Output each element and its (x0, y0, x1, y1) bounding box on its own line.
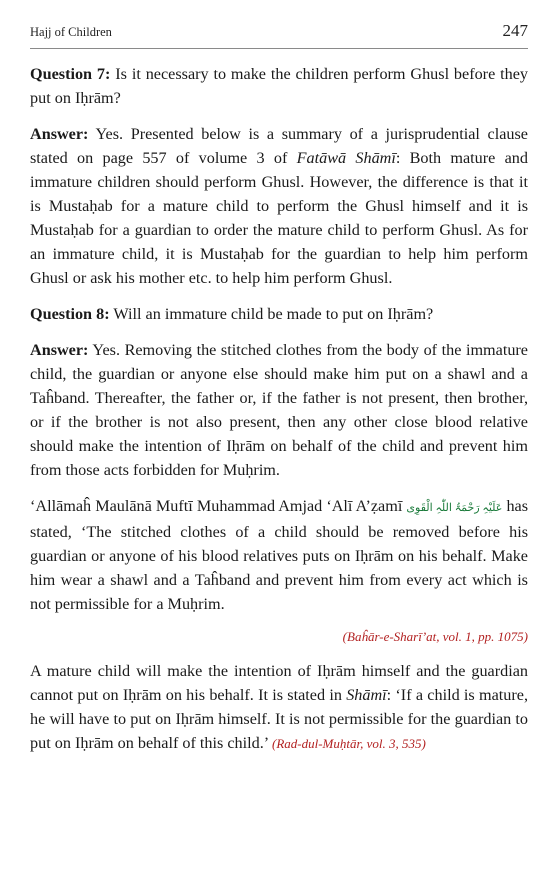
final-text-end: : ‘If a child is mature, he will have to put on Iḥrām himself. It is not permissible for the guardian to put on Iḥrām on behalf of this child.’ (30, 686, 528, 752)
quote-reference: (Baĥār-e-Sharī’at, vol. 1, pp. 1075) (342, 629, 528, 644)
page-body (30, 62, 528, 768)
final-text-start: A mature child will make the intention of Iḥrām himself and the guardian cannot put on Iḥrām on his behalf. It is stated in (30, 662, 528, 704)
question-8-text: Will an immature child be made to put on Iḥrām? (109, 305, 434, 323)
question-7 (30, 62, 528, 110)
answer-7-text-start: Yes. Presented below is a summary of a jurisprudential clause stated on page 557 of volume 3 of (30, 125, 528, 167)
scholar-quote (30, 494, 528, 616)
scholar-name: ‘Allāmaĥ Maulānā Muftī Muhammad Amjad ‘Alī A’ẓamī (30, 497, 403, 515)
question-8-label: Question 8: (30, 305, 110, 323)
final-reference: (Rad-dul-Muḥtār, vol. 3, 535) (272, 736, 426, 751)
scholar-quote-text: has stated, ‘The stitched clothes of a child should be removed before his guardian or anyone of his blood relatives puts on Iḥrām on his behalf. Make him wear a shawl and a Taĥband and prevent him from every act which is not permissible for a Muḥrim. (30, 497, 529, 613)
final-book-title: Shāmī (346, 686, 387, 704)
question-8 (30, 302, 528, 326)
quote-reference-line (30, 626, 528, 647)
answer-7-label: Answer: (30, 125, 89, 143)
answer-8 (30, 338, 528, 482)
answer-7-text-end: : Both mature and immature children should perform Ghusl. However, the difference is that it is Mustaḥab for a mature child to perform the Ghusl himself and it is Mustaḥab for a guardian to order the mature child to perform Ghusl. As for an immature child, it is Mustaḥab for the guardian to help him perform Ghusl or ask his mother etc. to help him perform Ghusl. (30, 149, 528, 287)
answer-8-text: Yes. Removing the stitched clothes from the body of the immature child, the guardian or anyone else should make him put on a shawl and a Taĥband. Thereafter, the father or, if the father is not present, then brother, or if the brother is not also present, then any other close blood relative should make the intention of Iḥrām on behalf of the child and prevent him from those acts forbidden for Muḥrim. (30, 341, 528, 479)
running-title: Hajj of Children (30, 25, 112, 39)
page-number: 247 (502, 21, 528, 40)
answer-7-book-title: Fatāwā Shāmī (296, 149, 396, 167)
page-header (30, 18, 528, 49)
question-7-text: Is it necessary to make the children perform Ghusl before they put on Iḥrām? (30, 65, 528, 107)
answer-8-label: Answer: (30, 341, 89, 359)
question-7-label: Question 7: (30, 65, 111, 83)
final-paragraph (30, 659, 528, 756)
answer-7 (30, 122, 528, 290)
honorific-dua: عَلَیْہِ رَحْمَۃُ اللّٰہِ الْقَوِی (406, 502, 503, 514)
